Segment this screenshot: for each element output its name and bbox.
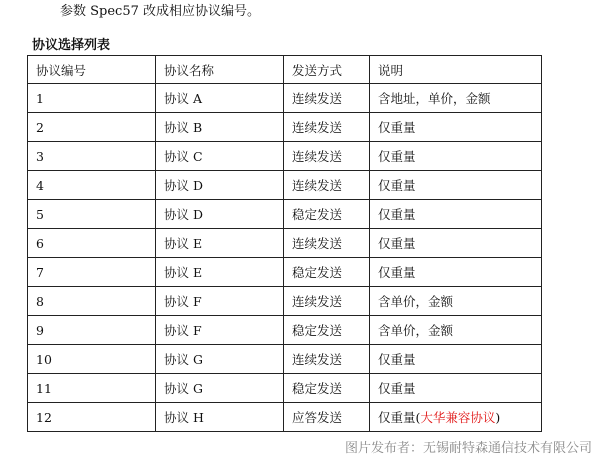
table-row bbox=[28, 142, 542, 171]
cell-send-mode: 连续发送 bbox=[284, 113, 370, 142]
cell-protocol-id: 7 bbox=[28, 258, 156, 287]
header-protocol-id: 协议编号 bbox=[28, 56, 156, 84]
description-text: 仅重量( bbox=[378, 410, 421, 425]
header-description: 说明 bbox=[370, 56, 542, 84]
cell-protocol-id: 1 bbox=[28, 84, 156, 113]
cell-protocol-id: 4 bbox=[28, 171, 156, 200]
cell-description: 含地址，单价，金额 bbox=[370, 84, 542, 113]
intro-text: 参数 Spec57 改成相应协议编号。 bbox=[60, 4, 261, 19]
cell-send-mode: 连续发送 bbox=[284, 345, 370, 374]
cell-description: 仅重量 bbox=[370, 171, 542, 200]
table-row bbox=[28, 229, 542, 258]
cell-protocol-name: 协议 H bbox=[156, 403, 284, 432]
compatible-protocol-note: 大华兼容协议 bbox=[420, 410, 496, 425]
cell-protocol-id: 12 bbox=[28, 403, 156, 432]
cell-protocol-id: 6 bbox=[28, 229, 156, 258]
table-row bbox=[28, 287, 542, 316]
publisher-watermark: 图片发布者：无锡耐特森通信技术有限公司 bbox=[344, 441, 592, 456]
cell-send-mode: 稳定发送 bbox=[284, 258, 370, 287]
table-row bbox=[28, 345, 542, 374]
cell-description: 仅重量 bbox=[370, 374, 542, 403]
table-row bbox=[28, 200, 542, 229]
table-row bbox=[28, 113, 542, 142]
cell-protocol-id: 5 bbox=[28, 200, 156, 229]
cell-protocol-name: 协议 D bbox=[156, 200, 284, 229]
cell-send-mode: 稳定发送 bbox=[284, 200, 370, 229]
cell-send-mode: 连续发送 bbox=[284, 171, 370, 200]
cell-description: 仅重量 bbox=[370, 345, 542, 374]
cell-description bbox=[370, 403, 542, 432]
cell-protocol-name: 协议 G bbox=[156, 345, 284, 374]
cell-send-mode: 应答发送 bbox=[284, 403, 370, 432]
description-close-paren: ) bbox=[495, 410, 501, 425]
cell-send-mode: 连续发送 bbox=[284, 229, 370, 258]
section-title: 协议选择列表 bbox=[32, 38, 111, 53]
cell-send-mode: 连续发送 bbox=[284, 287, 370, 316]
cell-protocol-name: 协议 B bbox=[156, 113, 284, 142]
cell-protocol-id: 10 bbox=[28, 345, 156, 374]
cell-protocol-id: 8 bbox=[28, 287, 156, 316]
protocol-table bbox=[27, 55, 542, 432]
table-row bbox=[28, 171, 542, 200]
cell-protocol-name: 协议 F bbox=[156, 316, 284, 345]
cell-protocol-name: 协议 D bbox=[156, 171, 284, 200]
cell-send-mode: 稳定发送 bbox=[284, 374, 370, 403]
cell-protocol-name: 协议 E bbox=[156, 258, 284, 287]
cell-send-mode: 稳定发送 bbox=[284, 316, 370, 345]
cell-description: 仅重量 bbox=[370, 200, 542, 229]
table-header-row bbox=[28, 56, 542, 84]
cell-send-mode: 连续发送 bbox=[284, 142, 370, 171]
cell-protocol-name: 协议 F bbox=[156, 287, 284, 316]
cell-protocol-name: 协议 A bbox=[156, 84, 284, 113]
cell-protocol-name: 协议 G bbox=[156, 374, 284, 403]
header-protocol-name: 协议名称 bbox=[156, 56, 284, 84]
table-row bbox=[28, 374, 542, 403]
cell-protocol-id: 2 bbox=[28, 113, 156, 142]
cell-protocol-id: 9 bbox=[28, 316, 156, 345]
cell-send-mode: 连续发送 bbox=[284, 84, 370, 113]
cell-protocol-name: 协议 C bbox=[156, 142, 284, 171]
table-row bbox=[28, 403, 542, 432]
cell-protocol-name: 协议 E bbox=[156, 229, 284, 258]
table-row bbox=[28, 316, 542, 345]
cell-description: 仅重量 bbox=[370, 113, 542, 142]
cell-description: 含单价，金额 bbox=[370, 316, 542, 345]
table-row bbox=[28, 258, 542, 287]
cell-protocol-id: 3 bbox=[28, 142, 156, 171]
cell-protocol-id: 11 bbox=[28, 374, 156, 403]
cell-description: 仅重量 bbox=[370, 142, 542, 171]
cell-description: 仅重量 bbox=[370, 258, 542, 287]
header-send-mode: 发送方式 bbox=[284, 56, 370, 84]
cell-description: 含单价，金额 bbox=[370, 287, 542, 316]
cell-description: 仅重量 bbox=[370, 229, 542, 258]
table-row bbox=[28, 84, 542, 113]
